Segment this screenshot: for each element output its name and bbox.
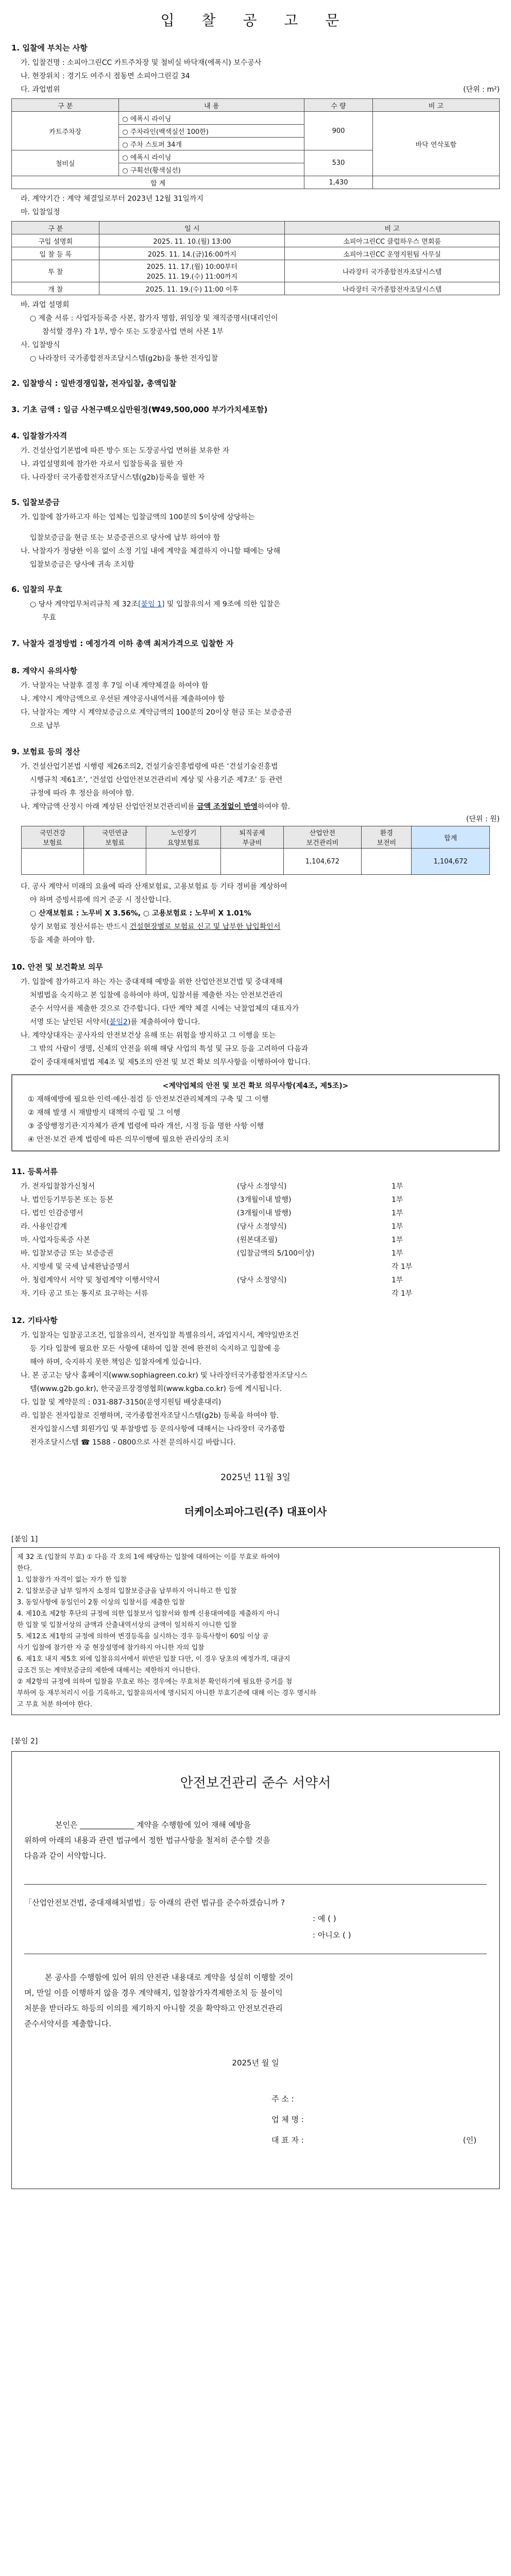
scope-qty: 530 xyxy=(304,150,373,176)
scope-qty: 900 xyxy=(304,112,373,150)
pledge-b1: 본 공사를 수행함에 있어 위의 안전관 내용대로 계약을 성실히 이행할 것이 xyxy=(45,1973,294,1982)
s8-na: 나. 계약시 계약금액으로 우선된 계약공사내역서를 제출하여야 함 xyxy=(21,695,225,703)
obligation-item: ③ 중앙행정기관·지자체가 관계 법령에 따라 개선, 시정 등을 명한 사항 이행 xyxy=(28,1122,264,1130)
attachment-2-label: [붙임 2] xyxy=(11,1737,38,1745)
sched-header: 구 분 xyxy=(12,222,99,234)
s4-ga: 가. 건설산업기본법에 따른 방수 또는 도장공사업 면허를 보유한 자 xyxy=(21,447,230,455)
s9-l1: ○ 산재보험료 : 노무비 X 3.56%, ○ 고용보험료 : 노무비 X 1.01% xyxy=(30,909,251,918)
s12-ra2: 전자입찰시스템 회원가입 및 투찰방법 등 문의사항에 대해서는 나라장터 국가종합 xyxy=(30,1425,285,1433)
att1-line: 1. 입찰참가 자격이 없는 자가 한 입찰 xyxy=(17,1576,127,1584)
fee-value: 1,104,672 xyxy=(283,849,362,875)
pledge-b3: 처분을 받더라도 하등의 이의를 제기하지 아니할 것을 확약하고 안전보건관리 xyxy=(24,2004,283,2013)
scope-header-cat: 구 분 xyxy=(12,99,119,112)
s1-da xyxy=(21,83,500,96)
s5-na2: 입찰보증금은 당사에 귀속 조치함 xyxy=(30,561,134,569)
section-4-heading: 4. 입찰참가자격 xyxy=(11,431,67,440)
sched-header: 비 고 xyxy=(285,222,500,234)
s6-line1 xyxy=(30,598,500,611)
sched-cell: 나라장터 국가종합전자조달시스템 xyxy=(285,260,500,282)
scope-total-label: 합 계 xyxy=(12,176,304,189)
pledge-ceo-field[interactable]: 대 표 자 : (인) xyxy=(271,2130,487,2150)
obligation-item: ① 재해예방에 필요한 인력·예산·점검 등 안전보건관리체계의 구축 및 그 이행 xyxy=(28,1095,269,1104)
s9-l2a: 상기 보험료 정산서류는 반드시 xyxy=(30,923,130,931)
fee-table xyxy=(21,826,490,875)
s9-l2 xyxy=(30,920,500,934)
section-5-heading: 5. 입찰보증금 xyxy=(11,498,60,507)
pledge-p1: 본인은 ______________ 계약을 수행함에 있어 재해 예방을 xyxy=(55,1820,251,1829)
s6-l1a: ○ 당사 계약업무처리규칙 제 32조 xyxy=(30,600,139,608)
scope-cat: 카트주차장 xyxy=(12,112,119,150)
attachment-1-box xyxy=(11,1547,500,1715)
sched-cell: 소피아그린CC 운영지원팀 사무실 xyxy=(285,247,500,260)
sched-row xyxy=(12,247,500,260)
pledge-yes-checkbox[interactable]: : 예 ( ) xyxy=(313,1914,336,1923)
s12-ga: 가. 입찰자는 입찰공고조건, 입찰유의서, 전자입찰 특별유의서, 과업지시서, 계약일반조건 xyxy=(21,1331,299,1340)
s8-da: 다. 낙찰자는 계약 시 계약보증금으로 계약금액의 100분의 20이상 현금 또는 보증증권 xyxy=(21,708,292,717)
section-1-heading: 1. 입찰에 부치는 사항 xyxy=(11,43,88,53)
s12-na: 나. 본 공고는 당사 홈페이지(www.sophiagreen.co.kr) 및 나라장터국가종합전자조달시스 xyxy=(21,1371,308,1380)
att1-line: 제 32 조 (입찰의 무효) ① 다음 각 호의 1에 해당하는 입찰에 대하여는 이를 무효로 하여야 xyxy=(17,1553,280,1561)
s8-ga: 가. 낙찰자는 낙찰후 결정 후 7일 이내 계약체결을 하여야 함 xyxy=(21,682,209,690)
doc-item: 다. 법인 인감증명서 (3개월이내 발행) 1부 xyxy=(21,1209,403,1217)
s12-ga2: 등 기타 입찰에 필요한 모든 사항에 대하여 입찰 전에 완전히 숙지하고 입찰에 응 xyxy=(30,1345,281,1353)
scope-header-note: 비 고 xyxy=(372,99,499,112)
scope-row: 철비실 ○ 에폭시 라이닝 530 xyxy=(12,150,500,163)
s9-na-end: 하여야 함. xyxy=(258,803,291,811)
att1-line: 고 무효 처분 하여야 한다. xyxy=(17,1701,93,1708)
scope-row: 카트주차장 ○ 에폭시 라이닝 900 바닥 연삭포함 xyxy=(12,112,500,125)
sched-cell: 나라장터 국가종합전자조달시스템 xyxy=(285,282,500,295)
sched-cell: 2025. 11. 19.(수) 11:00 이후 xyxy=(99,282,285,295)
scope-item: 주차라인(백색실선 100한) xyxy=(130,128,209,136)
attachment-1-link[interactable]: [붙임 1] xyxy=(138,600,165,608)
pledge-p2: 위하여 아래의 내용과 관련 법규에서 정한 법규사항을 철저히 준수할 것을 xyxy=(24,1836,270,1845)
att1-line: 한다. xyxy=(17,1565,32,1572)
s9-na-text: 나. 계약금액 산정시 아래 계상된 산업안전보건관리비를 xyxy=(21,803,195,811)
pledge-b4: 준수서약서를 제출합니다. xyxy=(24,2019,111,2028)
s1-na: 나. 현장위치 : 경기도 여주시 점동면 소피아그린길 34 xyxy=(21,72,190,80)
fee-header: 국민건강 보험료 xyxy=(21,826,83,849)
scope-item: 구획선(황색실선) xyxy=(130,166,181,175)
section-7-heading: 7. 낙찰자 결정방법 : 예정가격 이하 총액 최저가격으로 입찰한 자 xyxy=(11,639,234,648)
s10-ga4 xyxy=(30,1015,500,1029)
s9-ga: 가. 건설산업기본법 시행령 제26조의2, 건설기술진흥법령에 따른 ‘건설기술진흥법 xyxy=(21,762,278,771)
pledge-title: 안전보건관리 준수 서약서 xyxy=(180,1775,331,1791)
s10-ga4b: )를 제출하여야 합니다. xyxy=(128,1018,200,1026)
att1-line: 급조건 또는 계약보증금의 제한에 대해서는 제한하지 아니한다. xyxy=(17,1667,200,1674)
scope-item: 에폭시 라이닝 xyxy=(130,115,172,123)
notice-title: 입 찰 공 고 문 xyxy=(160,12,351,29)
sched-row xyxy=(12,260,500,282)
s10-ga: 가. 입찰에 참가하고자 하는 자는 중대재해 예방을 위한 산업안전보건법 및 중대재해 xyxy=(21,978,283,986)
att1-line: 6. 제1호 내지 제5호 외에 입찰유의서에서 위반된 입찰 다만, 이 경우 당초의 예정가격, 대금지 xyxy=(17,1655,291,1663)
fee-header: 환경 보전비 xyxy=(362,826,412,849)
s9-unit: (단위 : 원) xyxy=(466,815,500,823)
s4-na: 나. 과업설명회에 참가한 자로서 입찰등록을 필한 자 xyxy=(21,460,183,468)
s4-da: 다. 나라장터 국가종합전자조달시스템(g2b)등록을 필한 자 xyxy=(21,473,205,482)
s10-ga4a: 서명 또는 날인된 서약서( xyxy=(30,1018,110,1026)
documents-list-rows xyxy=(11,1180,500,1300)
s1-sa1: ○ 나라장터 국가종합전자조달시스템(g2b)을 통한 전자입찰 xyxy=(30,354,218,363)
pledge-b2: 며, 만일 이를 이행하지 않을 경우 계약해지, 입찰참가자격제한조치 등 불이익 xyxy=(24,1988,283,1997)
s1-ba: 바. 과업 설명회 xyxy=(21,301,70,309)
s1-ba1: ○ 제출 서류 : 사업자등록증 사본, 참가자 명함, 위임장 및 재직증명서(대리인이 xyxy=(30,314,278,323)
doc-item: 가. 전자입찰참가신청서 (당사 소정양식) 1부 xyxy=(21,1182,403,1191)
s6-l1b: 및 입찰유의서 제 9조에 의한 입찰은 xyxy=(164,600,281,608)
doc-item: 아. 청렴계약서 서약 및 청렴계약 이행서약서 (당사 소정양식) 1부 xyxy=(21,1276,403,1284)
att1-line: 2. 입찰보증금 납부 일까지 소정의 입찰보증금을 납부하지 아니하고 한 입찰 xyxy=(17,1587,237,1595)
fee-value xyxy=(362,849,412,875)
s10-ga2: 처벌법을 숙지하고 본 입찰에 응하여야 하며, 입찰서를 제출한 자는 안전보건관리 xyxy=(30,991,283,999)
s12-da: 다. 입찰 및 계약문의 : 031-887-3150(운영지원팀 배상훈대리) xyxy=(21,1398,222,1406)
pledge-company-field[interactable]: 업 체 명 : xyxy=(271,2115,304,2124)
attachment-2-link[interactable]: 붙임2 xyxy=(109,1018,128,1026)
schedule-table xyxy=(11,221,500,295)
s9-l2b: 건설현장별로 보험료 신고 및 납부한 납입확인서 xyxy=(129,923,281,931)
obligations-box xyxy=(11,1074,500,1151)
attachment-2-box xyxy=(11,1751,500,2189)
signer: 더케이소피아그린(주) 대표이사 xyxy=(184,1505,327,1518)
fee-header-total: 합계 xyxy=(412,826,490,849)
s5-ga: 가. 입찰에 참가하고자 하는 업체는 입찰금액의 100분의 5이상에 상당하는 xyxy=(21,513,255,521)
sched-cell: 개 찰 xyxy=(12,282,99,295)
section-2-heading: 2. 입찰방식 : 일반경쟁입찰, 전자입찰, 총액입찰 xyxy=(11,379,177,388)
scope-table: 구 분 내 용 수 량 비 고 카트주차장 ○ 에폭시 라이닝 900 바닥 연삭포함 ○ 주차라인(백색실선 100한) ○ 주차 스토퍼 34개 철비실 ○ 에폭시 라이닝 530 ○ 구획선(황색실선) 합 계 1,430 xyxy=(11,98,500,189)
att1-line: 사기 입찰에 참가한 자 중 현장설명에 참가하지 아니한 자의 입찰 xyxy=(17,1644,205,1652)
s1-ga: 가. 입찰건명 : 소피아그린CC 카트주차장 및 철비실 바닥재(에폭시) 보수공사 xyxy=(21,59,262,67)
s1-ra: 라. 계약기간 : 계약 체결일로부터 2023년 12월 31일까지 xyxy=(21,195,204,203)
obligation-item: ④ 안전·보건 관계 법령에 따른 의무이행에 필요한 관리상의 조치 xyxy=(28,1136,229,1144)
fee-header: 국민연금 보험료 xyxy=(84,826,146,849)
s1-ba2: 참석할 경우) 각 1부, 방수 또는 도장공사업 면허 사본 1부 xyxy=(42,328,224,336)
sched-row xyxy=(12,282,500,295)
att1-line: 3. 동일사항에 동일인이 2통 이상의 입찰서를 제출한 입찰 xyxy=(17,1599,185,1606)
section-9-heading: 9. 보험료 등의 정산 xyxy=(11,747,80,756)
att1-line: 5. 제12조 제1항의 규정에 의하여 변경등록을 실시하는 경우 등록사항이 60일 이상 공 xyxy=(17,1633,269,1640)
s8-da2: 으로 납부 xyxy=(30,722,60,730)
scope-header-qty: 수 량 xyxy=(304,99,373,112)
seal-mark: (인) xyxy=(463,2136,476,2145)
section-6-heading: 6. 입찰의 무효 xyxy=(11,585,63,594)
scope-cat: 철비실 xyxy=(12,150,119,176)
pledge-p3: 다음과 같이 서약합니다. xyxy=(24,1851,107,1860)
fee-header: 노인장기 요양보험료 xyxy=(146,826,221,849)
att1-line: 한 입찰 및 입찰서상의 금액과 산출내역서상의 금액이 일치하지 아니한 입찰 xyxy=(17,1621,237,1629)
s1-sa: 사. 입찰방식 xyxy=(21,341,60,349)
doc-item: 라. 사용인감계 (당사 소정양식) 1부 xyxy=(21,1223,403,1231)
sched-cell: 2025. 11. 10.(월) 13:00 xyxy=(99,234,285,247)
fee-value xyxy=(21,849,83,875)
s1-ma: 마. 입찰일정 xyxy=(21,208,60,216)
att1-line: ② 제2항의 규정에 의하여 입찰을 무효로 하는 경우에는 무효처분 확인하기에 필요한 증거를 첨 xyxy=(17,1678,293,1686)
fee-header: 퇴직공제 부금비 xyxy=(221,826,283,849)
s10-ga3: 준수 서약서를 제출한 것으로 간주합니다. 다만 계약 체결 시에는 낙찰업체의 대표자가 xyxy=(30,1005,299,1013)
doc-item: 사. 지방세 및 국세 납세완납증명서 각 1부 xyxy=(21,1263,413,1271)
sched-cell: 소피아그린CC 클럽하우스 면회룸 xyxy=(285,234,500,247)
attachment-1-label: [붙임 1] xyxy=(11,1535,38,1544)
doc-item: 마. 사업자등록증 사본 (원본대조필) 1부 xyxy=(21,1236,403,1244)
sched-cell: 구입 설명회 xyxy=(12,234,99,247)
s6-l2: 무효 xyxy=(42,614,57,622)
scope-header-content: 내 용 xyxy=(119,99,304,112)
scope-item: 주차 스토퍼 34개 xyxy=(130,141,182,149)
s9-da2: 야 하며 증빙서류에 의거 준공 시 정산합니다. xyxy=(30,896,172,904)
section-10-heading: 10. 안전 및 보건확보 의무 xyxy=(11,962,103,972)
s12-ra3: 전자조달시스템 ☎ 1588 - 0800으로 사전 문의하시길 바랍니다. xyxy=(30,1438,236,1447)
sched-cell: 투 찰 xyxy=(12,260,99,282)
att1-line: 4. 제10조 제2항 후단의 규정에 의한 입찰보서 입찰서와 함께 신용대여에를 제출하지 아니 xyxy=(17,1610,280,1618)
notice-date: 2025년 11월 3일 xyxy=(220,1472,291,1483)
fee-value-total: 1,104,672 xyxy=(412,849,490,875)
s1-unit: (단위 : m²) xyxy=(463,86,500,94)
s12-ra: 라. 입찰은 전자입찰로 진행하며, 국가종합전자조달시스템(g2b) 등록을 하여야 함. xyxy=(21,1412,279,1420)
pledge-no-checkbox[interactable]: : 아니오 ( ) xyxy=(313,1930,351,1940)
section-3-heading: 3. 기초 금액 : 일금 사천구백오십만원정(₩49,500,000 부가가치세포함) xyxy=(11,405,268,414)
s1-da-text: 다. 과업범위 xyxy=(21,86,60,94)
doc-item: 바. 입찰보증금 또는 보증증권 (입찰금액의 5/100이상) 1부 xyxy=(21,1249,403,1258)
s10-na3: 같이 중대재해처벌법 제4조 및 제5조의 안전 및 보건 확보 의무사항을 이행하여야 합니다. xyxy=(30,1058,311,1066)
section-12-heading: 12. 기타사항 xyxy=(11,1316,58,1325)
pledge-date: 2025년 월 일 xyxy=(232,2058,279,2067)
s9-na xyxy=(21,800,500,814)
s9-l3: 등을 제출 하여야 함. xyxy=(30,936,95,944)
section-11-heading: 11. 등록서류 xyxy=(11,1167,58,1176)
s5-na: 나. 낙찰자가 정당한 이유 없이 소정 기일 내에 계약을 체결하지 아니할 때에는 당해 xyxy=(21,547,281,555)
s9-ga2: 시행규칙 제61조’, ‘건설업 산업안전보건관리비 계상 및 사용기준 제7조’ 등 관련 xyxy=(30,776,283,784)
s10-na: 나. 계약상대자는 공사자의 안전보건상 유해 또는 위험을 방지하고 그 이행을 또는 xyxy=(21,1031,276,1040)
s10-na2: 그 밖의 사람이 생명, 신체의 안전을 위해 해당 사업의 특성 및 규모 등을 고려하여 다음과 xyxy=(30,1045,309,1053)
obligations-title: <계약업체의 안전 및 보건 확보 의무사항(제4조, 제5조)> xyxy=(162,1082,349,1090)
fee-header: 산업안전 보건관리비 xyxy=(283,826,362,849)
s12-na2: 템(www.g2b.go.kr), 한국골프장경영협회(www.kgba.co.kr) 등에 게시됩니다. xyxy=(30,1385,282,1393)
fee-value xyxy=(84,849,146,875)
section-8-heading: 8. 계약시 유의사항 xyxy=(11,666,78,675)
s5-ga2: 입찰보증금을 현금 또는 보증증권으로 당사에 납부 하여야 함 xyxy=(30,534,220,542)
pledge-question: 「산업안전보건법, 중대재해처벌법」등 아래의 관련 법규를 준수하겠습니까 ? xyxy=(24,1898,285,1907)
s9-ga3: 규정에 따라 후 정산을 하여야 함. xyxy=(30,789,134,798)
obligation-item: ② 재해 발생 시 재발방지 대책의 수립 및 그 이행 xyxy=(28,1109,181,1117)
sched-cell: 2025. 11. 17.(월) 10:00부터 2025. 11. 19.(수) 11:00까지 xyxy=(99,260,285,282)
sched-cell: 2025. 11. 14.(금)16:00까지 xyxy=(99,247,285,260)
sched-header: 일 시 xyxy=(99,222,285,234)
scope-total-qty: 1,430 xyxy=(304,176,373,189)
att1-line: 부하여 등 재무처리시 이를 기록하고, 입찰유의서에 명시되지 아니한 무효기준에 대해 이는 경우 명시하 xyxy=(17,1689,317,1697)
doc-item: 나. 법인등기부등본 또는 등본 (3개월이내 발행) 1부 xyxy=(21,1196,403,1204)
sched-row xyxy=(12,234,500,247)
s12-ga3: 해야 하며, 숙지하지 못한 책임은 입찰자에게 있습니다. xyxy=(30,1358,202,1366)
doc-item: 자. 기타 공고 또는 통지로 요구하는 서류 각 1부 xyxy=(21,1290,413,1298)
scope-item: 에폭시 라이닝 xyxy=(130,154,172,162)
fee-value xyxy=(146,849,221,875)
s9-da: 다. 공사 계약서 미래의 요율에 따라 산재보험료, 고용보험료 등 기타 경비를 계상하여 xyxy=(21,883,287,891)
scope-note: 바닥 연삭포함 xyxy=(372,112,499,176)
s9-na-bold: 금액 조정없이 반영 xyxy=(197,803,258,811)
fee-value xyxy=(221,849,283,875)
sched-cell: 입 찰 등 록 xyxy=(12,247,99,260)
pledge-address-field[interactable]: 주 소 : xyxy=(271,2094,294,2104)
